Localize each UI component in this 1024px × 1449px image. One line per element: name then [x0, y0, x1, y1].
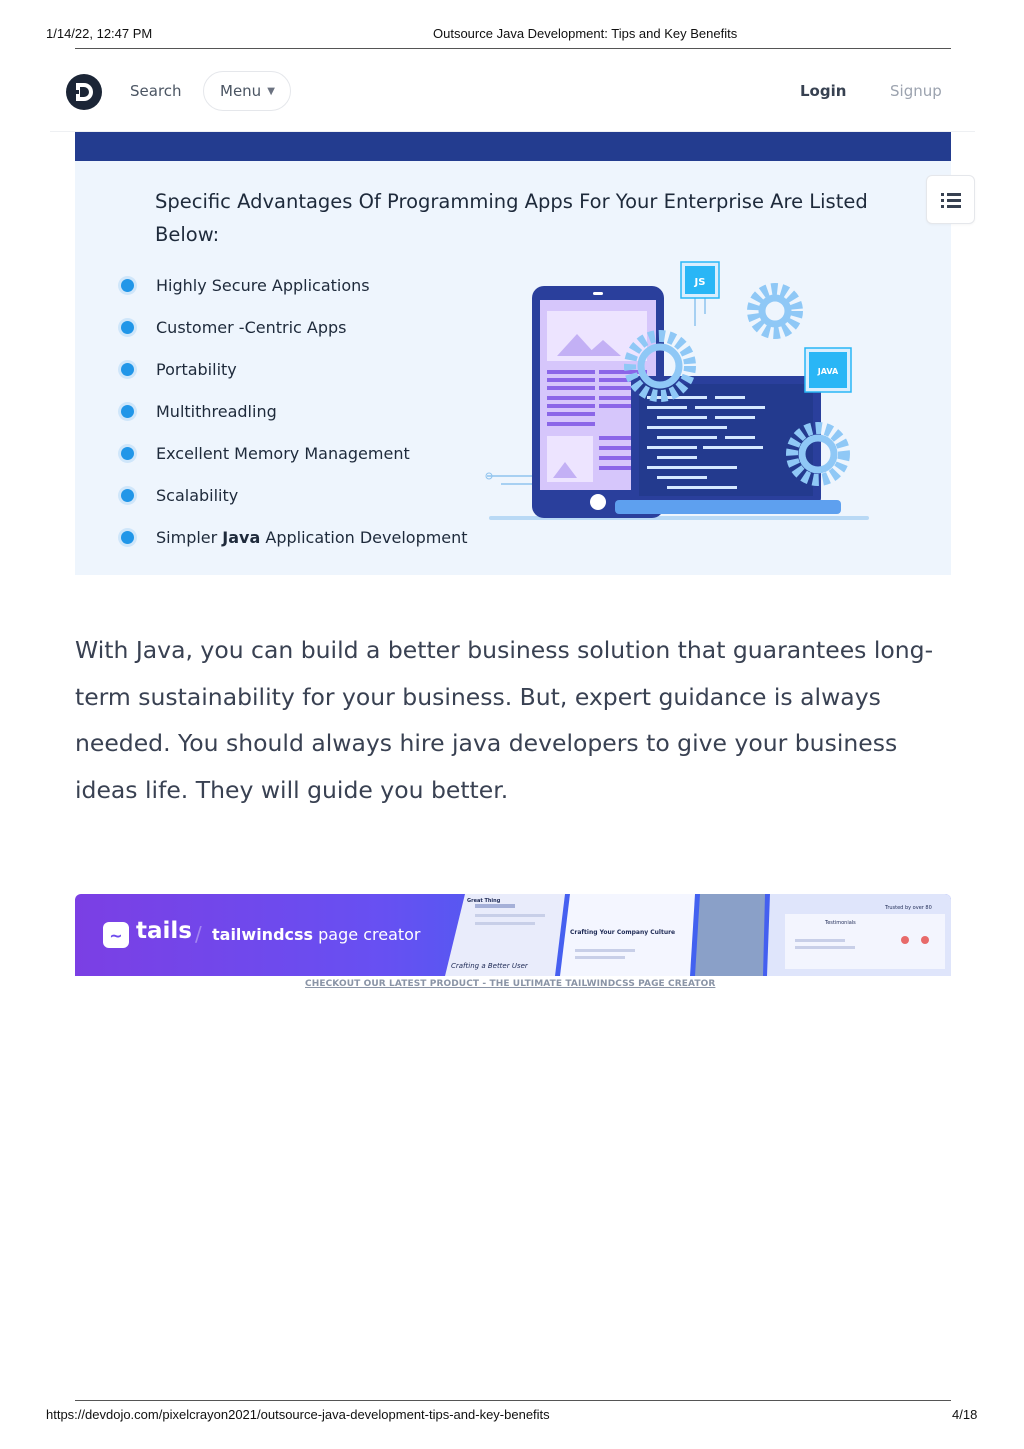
caret-down-icon: ▼ — [267, 85, 275, 97]
java-badge-label: JAVA — [817, 367, 839, 376]
tails-logo-icon: ~ — [103, 922, 129, 948]
print-page-title: Outsource Java Development: Tips and Key Benefits — [433, 26, 738, 41]
list-icon — [941, 192, 961, 208]
promo-brand: tails — [136, 918, 192, 944]
promo-divider: / — [195, 922, 202, 946]
print-page-url: https://devdojo.com/pixelcrayon2021/outsource-java-development-tips-and-key-benefits — [46, 1407, 550, 1422]
print-footer-divider — [75, 1400, 951, 1401]
svg-text:Crafting Your Company Culture: Crafting Your Company Culture — [570, 929, 676, 936]
devdojo-logo[interactable] — [65, 73, 103, 111]
article-paragraph: With Java, you can build a better business solution that guarantees long-term sustainability for your business. But, expert guidance is always needed. You should always hire java developers to give your business ideas life. They will guide you better. — [75, 636, 934, 804]
advantages-list — [121, 264, 468, 558]
list-item — [121, 390, 468, 432]
bullet-icon — [121, 489, 134, 502]
advantages-infographic — [75, 161, 951, 575]
signup-link[interactable]: Signup — [890, 82, 942, 100]
svg-text:Crafting a Better User: Crafting a Better User — [451, 962, 528, 970]
print-page-number: 4/18 — [952, 1407, 978, 1422]
list-item-label: Scalability — [156, 485, 239, 505]
promo-tagline: tailwindcss page creator — [212, 925, 421, 944]
js-badge-label: JS — [694, 277, 706, 288]
list-item-label: Customer -Centric Apps — [156, 317, 347, 337]
promo-caption-link[interactable]: CHECKOUT OUR LATEST PRODUCT - THE ULTIMATE TAILWINDCSS PAGE CREATOR — [305, 979, 716, 989]
list-item — [121, 432, 468, 474]
bullet-icon — [121, 447, 134, 460]
svg-text:Great Thing: Great Thing — [467, 898, 501, 904]
devices-illustration — [485, 256, 875, 531]
navbar — [50, 50, 975, 132]
tails-promo-banner[interactable] — [75, 894, 951, 976]
infographic-heading: Specific Advantages Of Programming Apps For Your Enterprise Are Listed Below: — [155, 190, 868, 246]
list-item — [121, 516, 468, 558]
bullet-icon — [121, 405, 134, 418]
bullet-icon — [121, 279, 134, 292]
svg-text:Trusted by over 80: Trusted by over 80 — [885, 905, 932, 911]
promo-screenshots-collage — [445, 894, 951, 976]
table-of-contents-button[interactable] — [926, 175, 975, 224]
list-item — [121, 264, 468, 306]
bullet-icon — [121, 531, 134, 544]
image-banner-strip — [75, 132, 951, 161]
list-item — [121, 474, 468, 516]
devdojo-logo-icon — [65, 73, 103, 111]
print-datetime: 1/14/22, 12:47 PM — [46, 26, 153, 41]
bullet-icon — [121, 321, 134, 334]
list-item-label: Highly Secure Applications — [156, 275, 370, 295]
bullet-icon — [121, 363, 134, 376]
list-item-label: Simpler Java Application Development — [156, 527, 468, 547]
search-link[interactable]: Search — [130, 82, 182, 100]
menu-dropdown[interactable] — [203, 71, 291, 111]
list-item — [121, 306, 468, 348]
menu-label: Menu — [220, 82, 262, 100]
list-item-label: Portability — [156, 359, 237, 379]
svg-text:Testimonials: Testimonials — [825, 920, 856, 926]
list-item-label: Excellent Memory Management — [156, 443, 410, 463]
list-item-label: Multithreadling — [156, 401, 277, 421]
login-link[interactable]: Login — [800, 82, 847, 100]
print-header-divider — [75, 48, 951, 49]
list-item — [121, 348, 468, 390]
